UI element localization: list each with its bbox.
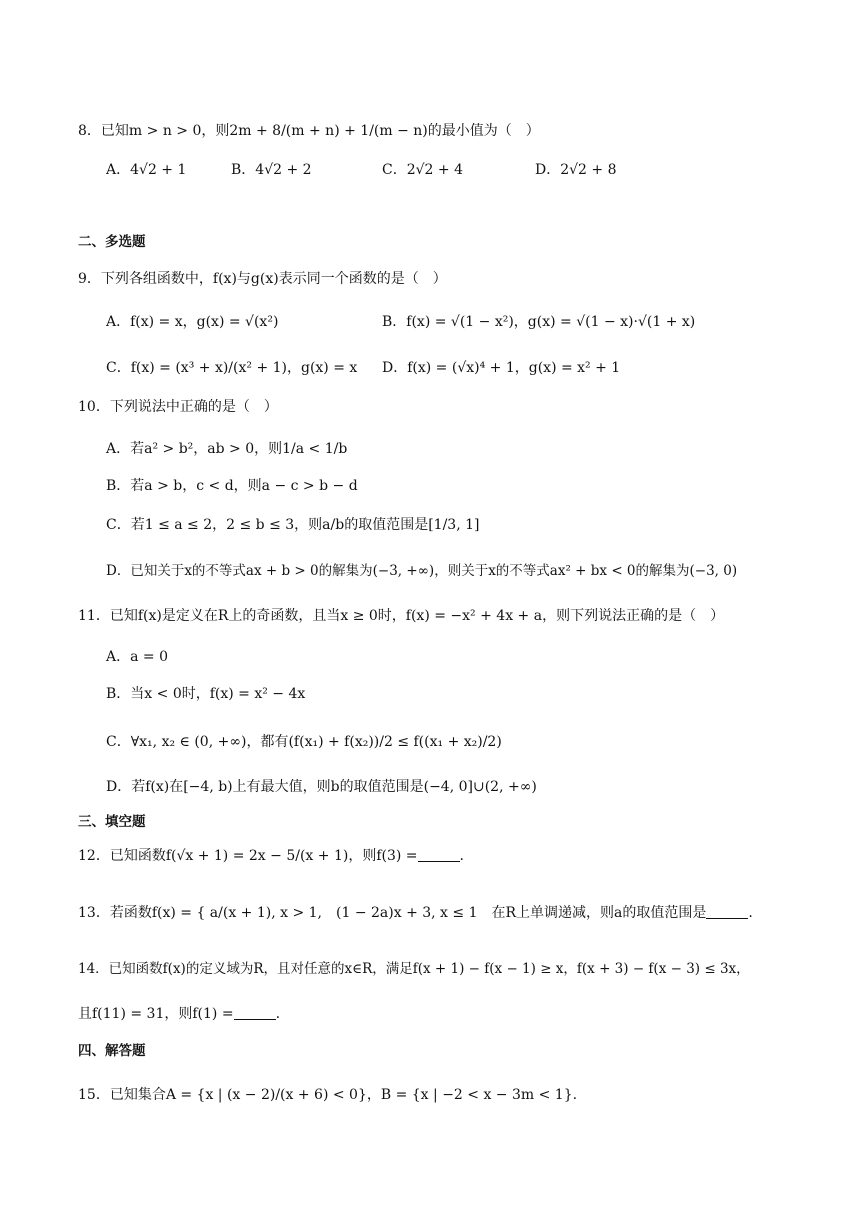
q12-end: .	[459, 848, 464, 864]
q8-option-d: D．2√2 + 8	[535, 162, 617, 178]
q12-text: 12．已知函数f(√x + 1) = 2x − 5/(x + 1)，则f(3) =	[78, 848, 418, 864]
q14-line1: 14．已知函数f(x)的定义域为R，且对任意的x∈R，满足f(x + 1) − f(x − 1) ≥ x，f(x + 3) − f(x − 3) ≤ 3x，	[78, 961, 750, 977]
section-answer-heading: 四、解答题	[78, 1043, 146, 1059]
q11-stem: 11．已知f(x)是定义在R上的奇函数，且当x ≥ 0时，f(x) = −x² + 4x + a，则下列说法正确的是（ ）	[78, 608, 725, 624]
q9-option-b: B．f(x) = √(1 − x²)，g(x) = √(1 − x)·√(1 + x)	[382, 314, 696, 330]
q11-option-a: A．a = 0	[106, 649, 168, 665]
q10-stem: 10．下列说法中正确的是（ ）	[78, 399, 278, 415]
q10-option-a: A．若a² > b²，ab > 0，则1/a < 1/b	[106, 441, 348, 457]
q11-option-c: C．∀x₁, x₂ ∈ (0, +∞)，都有(f(x₁) + f(x₂))/2 ≤ f((x₁ + x₂)/2)	[106, 734, 502, 750]
q9-option-a: A．f(x) = x，g(x) = √(x²)	[106, 314, 279, 330]
q8-option-a: A．4√2 + 1	[106, 162, 187, 178]
q9-option-d: D．f(x) = (√x)⁴ + 1，g(x) = x² + 1	[382, 360, 621, 376]
q13-end: .	[748, 905, 753, 921]
section-fill-heading: 三、填空题	[78, 814, 146, 830]
q10-option-c: C．若1 ≤ a ≤ 2，2 ≤ b ≤ 3，则a/b的取值范围是[1/3, 1]	[106, 517, 480, 533]
q13-answer-blank[interactable]	[706, 904, 748, 919]
q10-option-d: D．已知关于x的不等式ax + b > 0的解集为(−3, +∞)，则关于x的不等式ax² + bx < 0的解集为(−3, 0)	[106, 563, 738, 579]
q9-stem: 9．下列各组函数中，f(x)与g(x)表示同一个函数的是（ ）	[78, 271, 447, 287]
q13-text: 13．若函数f(x) = { a/(x + 1), x > 1, (1 − 2a)x + 3, x ≤ 1 在R上单调递减，则a的取值范围是	[78, 905, 707, 921]
q15: 15．已知集合A = {x | (x − 2)/(x + 6) < 0}，B = {x | −2 < x − 3m < 1}.	[78, 1087, 578, 1103]
q14-end: .	[275, 1006, 281, 1022]
section-multi-heading: 二、多选题	[78, 234, 146, 250]
q8-option-b: B．4√2 + 2	[231, 162, 312, 178]
q12	[78, 846, 464, 866]
q13	[78, 903, 753, 923]
q9-option-c: C．f(x) = (x³ + x)/(x² + 1)，g(x) = x	[106, 360, 358, 376]
q8-stem: 8．已知m > n > 0，则2m + 8/(m + n) + 1/(m − n)的最小值为（ ）	[78, 123, 540, 139]
q14-answer-blank[interactable]	[234, 1005, 276, 1020]
q8-option-c: C．2√2 + 4	[382, 162, 463, 178]
q14-line2	[78, 1004, 280, 1024]
q11-option-b: B．当x < 0时，f(x) = x² − 4x	[106, 686, 306, 702]
q12-answer-blank[interactable]	[418, 847, 460, 862]
q11-option-d: D．若f(x)在[−4, b)上有最大值，则b的取值范围是(−4, 0]∪(2, +∞)	[106, 779, 537, 795]
q14-text: 且f(11) = 31，则f(1) =	[78, 1006, 234, 1022]
q10-option-b: B．若a > b，c < d，则a − c > b − d	[106, 478, 358, 494]
